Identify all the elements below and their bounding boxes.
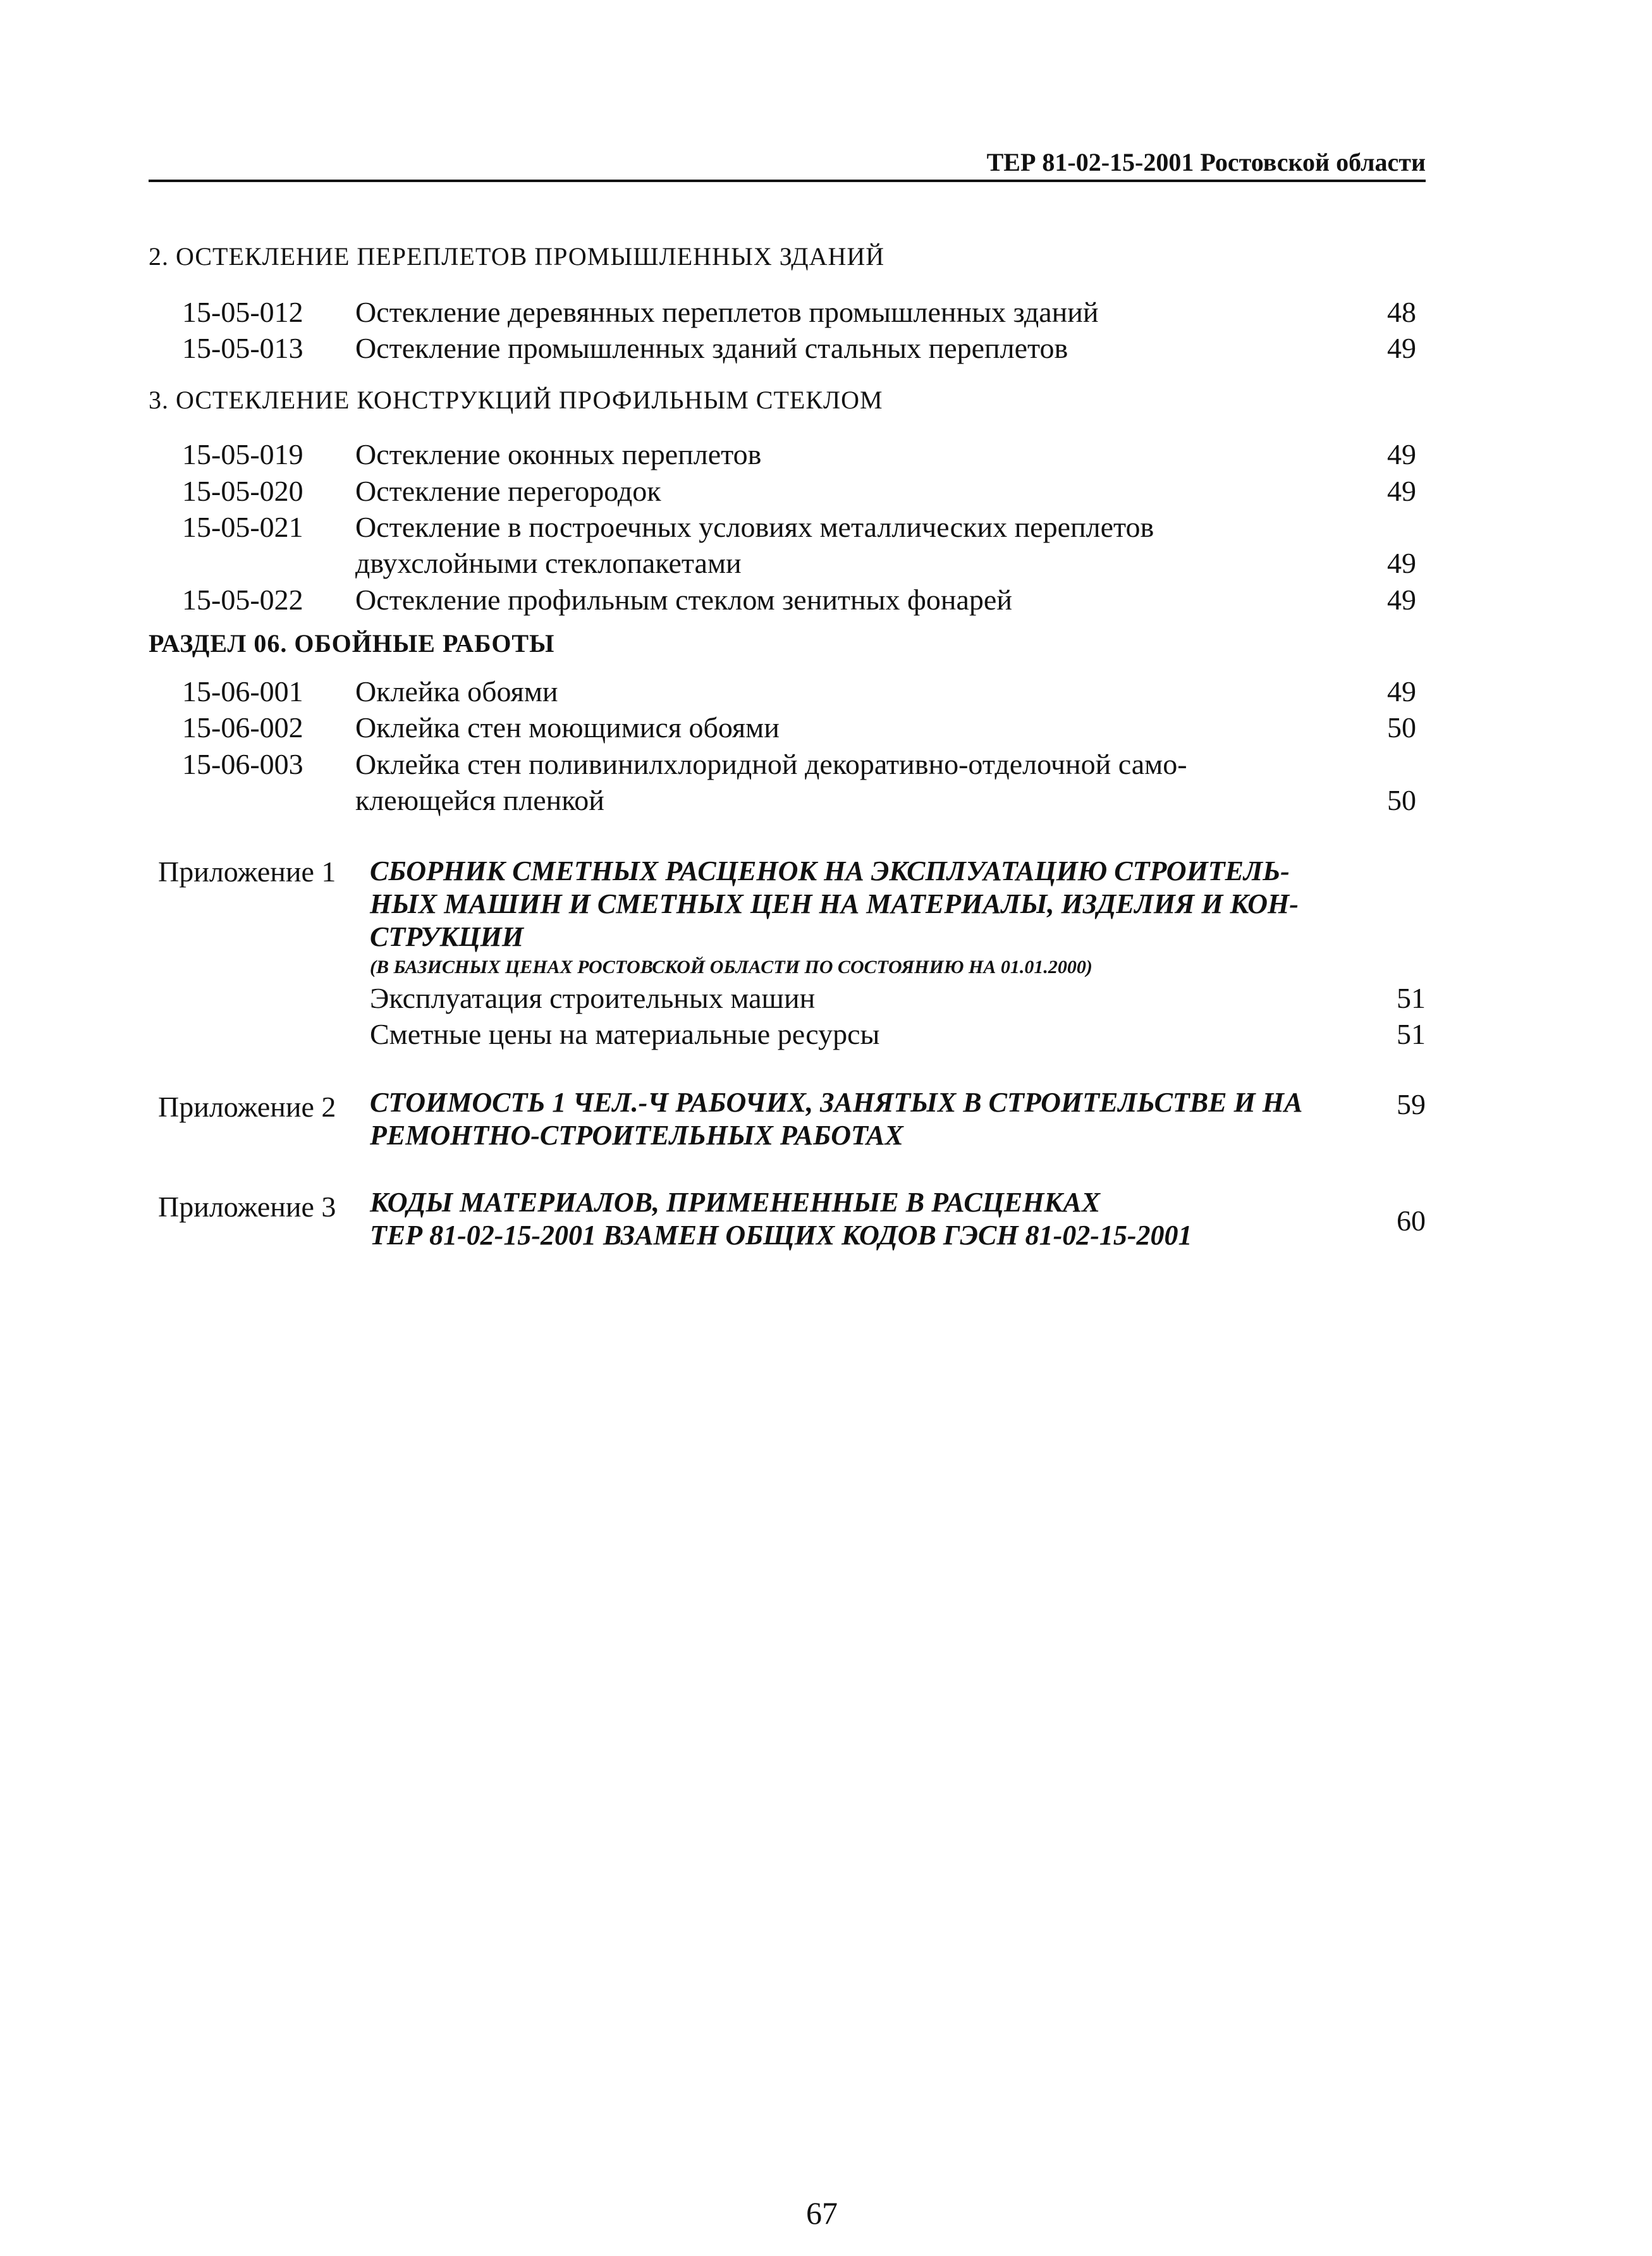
toc-text-continued: клеющейся пленкой	[355, 784, 604, 816]
toc-text: Остекление перегородок	[355, 475, 661, 507]
appendix-1-title: СБОРНИК СМЕТНЫХ РАСЦЕНОК НА ЭКСПЛУАТАЦИЮ СТРОИТЕЛЬ-	[370, 855, 1290, 886]
toc-code: 15-05-020	[182, 475, 303, 507]
toc-page: 50	[1387, 711, 1416, 744]
appendix-1-subitem-page: 51	[1397, 1018, 1426, 1050]
toc-page: 49	[1387, 475, 1416, 507]
toc-text: Оклейка обоями	[355, 675, 558, 708]
toc-text: Остекление деревянных переплетов промышленных зданий	[355, 296, 1099, 328]
appendix-1-label: Приложение 1	[158, 855, 336, 888]
toc-code: 15-05-013	[182, 332, 303, 364]
appendix-1-subitem: Эксплуатация строительных машин	[370, 982, 816, 1014]
toc-code: 15-06-002	[182, 711, 303, 744]
appendix-1-subitem: Сметные цены на материальные ресурсы	[370, 1018, 880, 1050]
appendix-3-page: 60	[1397, 1205, 1426, 1237]
toc-text: Остекление оконных переплетов	[355, 438, 762, 470]
appendix-2-page: 59	[1397, 1088, 1426, 1120]
appendix-1-subitem-page: 51	[1397, 982, 1426, 1014]
section-title-2: 2. ОСТЕКЛЕНИЕ ПЕРЕПЛЕТОВ ПРОМЫШЛЕННЫХ ЗДАНИЙ	[149, 242, 885, 271]
toc-text: Остекление профильным стеклом зенитных фонарей	[355, 584, 1012, 616]
toc-code: 15-05-022	[182, 584, 303, 616]
toc-page: 50	[1387, 784, 1416, 816]
toc-text: Оклейка стен моющимися обоями	[355, 711, 780, 744]
appendix-2-title: СТОИМОСТЬ 1 ЧЕЛ.-Ч РАБОЧИХ, ЗАНЯТЫХ В СТРОИТЕЛЬСТВЕ И НА	[370, 1087, 1303, 1118]
toc-code: 15-05-019	[182, 438, 303, 470]
toc-code: 15-05-012	[182, 296, 303, 328]
appendix-1-title: СТРУКЦИИ	[370, 921, 524, 952]
toc-page: 49	[1387, 584, 1416, 616]
toc-text: Остекление промышленных зданий стальных переплетов	[355, 332, 1068, 364]
appendix-3-title: КОДЫ МАТЕРИАЛОВ, ПРИМЕНЕННЫЕ В РАСЦЕНКАХ	[370, 1187, 1101, 1218]
toc-page: 49	[1387, 547, 1416, 579]
toc-page: 48	[1387, 296, 1416, 328]
appendix-1-title: НЫХ МАШИН И СМЕТНЫХ ЦЕН НА МАТЕРИАЛЫ, ИЗДЕЛИЯ И КОН-	[370, 888, 1299, 919]
toc-code: 15-06-001	[182, 675, 303, 708]
toc-text: Оклейка стен поливинилхлоридной декоративно-отделочной само-	[355, 748, 1187, 780]
appendix-3-label: Приложение 3	[158, 1191, 336, 1223]
toc-text: Остекление в построечных условиях металлических переплетов	[355, 511, 1154, 543]
toc-page: 49	[1387, 438, 1416, 470]
toc-code: 15-05-021	[182, 511, 303, 543]
appendix-2-label: Приложение 2	[158, 1091, 336, 1123]
toc-code: 15-06-003	[182, 748, 303, 780]
page-number: 67	[806, 2195, 838, 2231]
section-title-3: 3. ОСТЕКЛЕНИЕ КОНСТРУКЦИЙ ПРОФИЛЬНЫМ СТЕКЛОМ	[149, 386, 883, 414]
appendix-2-title: РЕМОНТНО-СТРОИТЕЛЬНЫХ РАБОТАХ	[370, 1120, 903, 1151]
appendix-3-title: ТЕР 81-02-15-2001 ВЗАМЕН ОБЩИХ КОДОВ ГЭСН 81-02-15-2001	[370, 1220, 1192, 1251]
toc-text-continued: двухслойными стеклопакетами	[355, 547, 742, 579]
toc-page: 49	[1387, 332, 1416, 364]
appendix-1-note: (В БАЗИСНЫХ ЦЕНАХ РОСТОВСКОЙ ОБЛАСТИ ПО СОСТОЯНИЮ НА 01.01.2000)	[370, 957, 1092, 978]
running-header: ТЕР 81-02-15-2001 Ростовской области	[149, 147, 1426, 182]
section-title-razdel-06: РАЗДЕЛ 06. ОБОЙНЫЕ РАБОТЫ	[149, 629, 555, 658]
toc-page: 49	[1387, 675, 1416, 708]
